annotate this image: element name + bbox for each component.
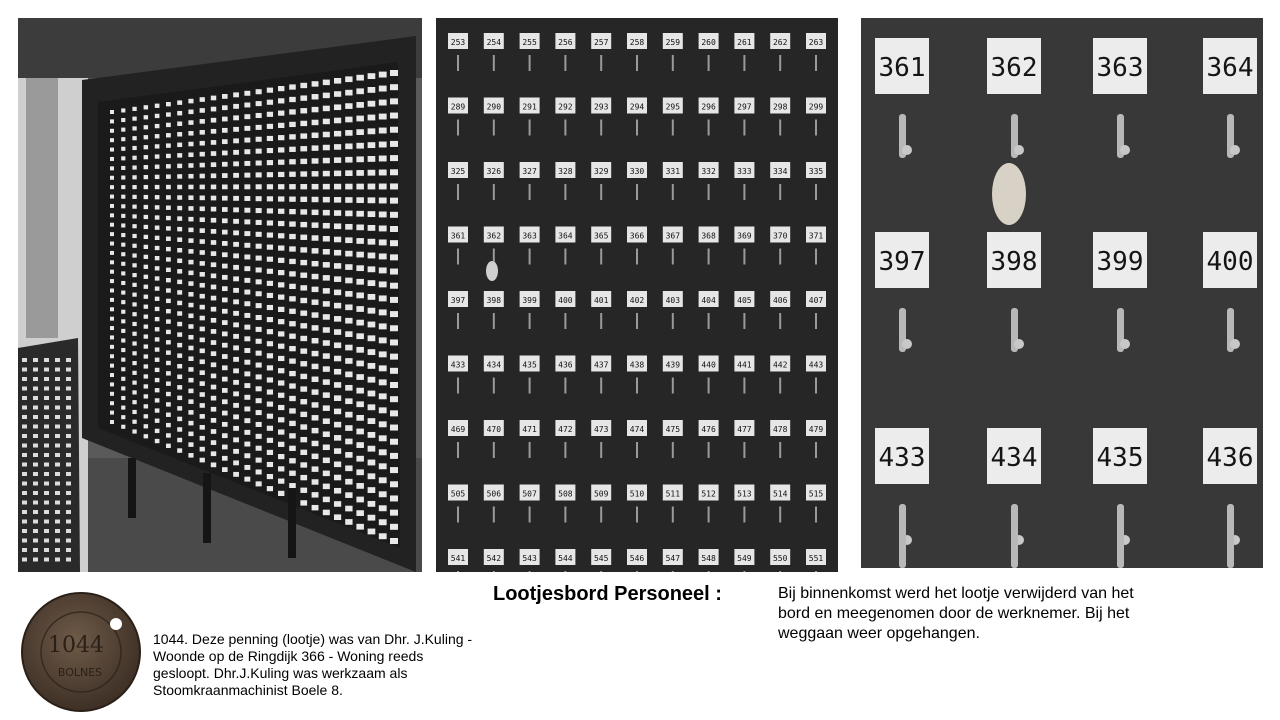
svg-text:330: 330	[629, 167, 645, 176]
svg-text:291: 291	[522, 102, 537, 112]
svg-text:296: 296	[701, 102, 716, 112]
svg-text:256: 256	[558, 38, 573, 47]
svg-text:404: 404	[701, 296, 716, 305]
svg-text:258: 258	[629, 38, 645, 47]
svg-text:515: 515	[808, 489, 824, 499]
caption-title: Lootjesbord Personeel :	[493, 583, 722, 605]
svg-text:476: 476	[701, 425, 716, 434]
svg-text:435: 435	[522, 360, 537, 370]
svg-text:508: 508	[558, 489, 573, 499]
board-wall-photo	[18, 18, 422, 572]
svg-text:398: 398	[486, 296, 502, 305]
board-detail-photo	[861, 18, 1263, 568]
svg-text:436: 436	[558, 360, 573, 370]
hanging-token	[486, 261, 498, 281]
svg-text:403: 403	[665, 296, 681, 305]
svg-text:441: 441	[737, 360, 752, 370]
svg-text:261: 261	[737, 38, 752, 47]
svg-text:259: 259	[665, 38, 681, 47]
svg-text:293: 293	[593, 102, 609, 112]
svg-text:398: 398	[990, 247, 1038, 277]
svg-text:255: 255	[522, 38, 537, 47]
svg-text:335: 335	[808, 167, 824, 176]
svg-text:289: 289	[450, 102, 466, 112]
svg-text:479: 479	[808, 425, 824, 434]
svg-text:405: 405	[737, 296, 752, 305]
svg-text:475: 475	[665, 425, 681, 434]
svg-text:329: 329	[593, 167, 609, 176]
svg-text:400: 400	[1206, 247, 1254, 277]
svg-text:469: 469	[450, 425, 466, 434]
svg-text:472: 472	[558, 425, 573, 434]
svg-text:332: 332	[701, 167, 716, 176]
svg-text:399: 399	[1096, 247, 1144, 277]
hook	[899, 518, 906, 568]
hanging-token	[992, 163, 1026, 225]
svg-text:434: 434	[486, 360, 502, 370]
svg-text:474: 474	[629, 425, 645, 434]
svg-text:370: 370	[772, 231, 788, 241]
svg-text:362: 362	[486, 231, 502, 241]
svg-text:328: 328	[558, 167, 573, 176]
svg-text:294: 294	[629, 102, 645, 112]
svg-text:262: 262	[772, 38, 788, 47]
svg-text:433: 433	[450, 360, 466, 370]
svg-text:435: 435	[1096, 443, 1144, 473]
coin-description: 1044. Deze penning (lootje) was van Dhr. J.Kuling - Woonde op de Ringdijk 366 - Woning reeds gesloopt. Dhr.J.Kuling was werkzaam als Stoomkraanmachinist Boele 8.	[153, 631, 473, 698]
svg-text:364: 364	[1206, 53, 1254, 83]
svg-text:290: 290	[486, 102, 502, 112]
svg-text:542: 542	[486, 554, 502, 563]
svg-text:397: 397	[450, 296, 466, 305]
svg-text:369: 369	[737, 231, 752, 241]
svg-text:253: 253	[450, 38, 466, 47]
svg-text:402: 402	[629, 296, 645, 305]
svg-text:437: 437	[593, 360, 609, 370]
svg-text:545: 545	[593, 554, 609, 563]
svg-text:546: 546	[629, 554, 645, 563]
svg-text:363: 363	[522, 231, 537, 241]
svg-text:334: 334	[772, 167, 788, 176]
svg-text:361: 361	[450, 231, 466, 241]
svg-text:361: 361	[878, 53, 926, 83]
svg-text:366: 366	[629, 231, 645, 241]
svg-text:477: 477	[737, 425, 752, 434]
svg-text:367: 367	[665, 231, 681, 241]
svg-text:299: 299	[808, 102, 824, 112]
svg-text:478: 478	[772, 425, 788, 434]
coin-lettering: BOLNES	[57, 666, 103, 679]
svg-text:543: 543	[522, 554, 537, 563]
svg-text:368: 368	[701, 231, 716, 241]
svg-text:365: 365	[593, 231, 609, 241]
caption-text: Bij binnenkomst werd het lootje verwijderd van het bord en meegenomen door de werknemer. Bij het weggaan weer opgehangen.	[778, 585, 1134, 642]
svg-text:260: 260	[701, 38, 716, 47]
svg-text:400: 400	[558, 296, 573, 305]
svg-text:406: 406	[772, 296, 788, 305]
svg-text:362: 362	[990, 53, 1038, 83]
svg-text:434: 434	[990, 443, 1038, 473]
svg-text:550: 550	[772, 554, 788, 563]
svg-text:507: 507	[522, 489, 537, 499]
svg-text:511: 511	[665, 489, 681, 499]
board-front-photo	[436, 18, 838, 572]
svg-text:263: 263	[808, 38, 824, 47]
svg-text:514: 514	[772, 489, 788, 499]
coin-image	[20, 590, 142, 714]
svg-text:442: 442	[772, 360, 788, 370]
svg-text:436: 436	[1206, 443, 1254, 473]
board-detail-illustration	[861, 18, 1263, 568]
svg-text:292: 292	[558, 102, 573, 112]
svg-text:470: 470	[486, 425, 502, 434]
hook	[1117, 518, 1124, 568]
svg-text:513: 513	[737, 489, 752, 499]
svg-text:509: 509	[593, 489, 609, 499]
svg-text:551: 551	[808, 554, 824, 563]
svg-text:471: 471	[522, 425, 537, 434]
svg-text:364: 364	[558, 231, 573, 241]
svg-text:295: 295	[665, 102, 681, 112]
svg-text:363: 363	[1096, 53, 1144, 83]
svg-text:443: 443	[808, 360, 824, 370]
svg-text:331: 331	[665, 167, 681, 176]
svg-text:327: 327	[522, 167, 537, 176]
svg-text:512: 512	[701, 489, 716, 499]
svg-text:254: 254	[486, 38, 502, 47]
svg-text:325: 325	[450, 167, 466, 176]
svg-text:333: 333	[737, 167, 752, 176]
coin-hole	[110, 618, 122, 630]
svg-text:541: 541	[450, 554, 466, 563]
svg-text:297: 297	[737, 102, 752, 112]
coin-number: 1044	[48, 633, 104, 658]
svg-text:440: 440	[701, 360, 716, 370]
board-wall-illustration	[18, 18, 422, 572]
svg-text:257: 257	[593, 38, 609, 47]
svg-text:326: 326	[486, 167, 502, 176]
svg-text:433: 433	[878, 443, 926, 473]
svg-text:505: 505	[450, 489, 466, 499]
svg-text:547: 547	[665, 554, 681, 563]
svg-text:298: 298	[772, 102, 788, 112]
svg-text:548: 548	[701, 554, 716, 563]
svg-text:549: 549	[737, 554, 752, 563]
svg-text:397: 397	[878, 247, 926, 277]
svg-text:473: 473	[593, 425, 609, 434]
hook	[1011, 518, 1018, 568]
svg-text:506: 506	[486, 489, 502, 499]
hook	[1227, 518, 1234, 568]
svg-text:510: 510	[629, 489, 645, 499]
svg-text:401: 401	[593, 296, 609, 305]
board-front-illustration	[436, 18, 838, 572]
svg-text:399: 399	[522, 296, 537, 305]
svg-text:407: 407	[808, 296, 824, 305]
svg-text:371: 371	[808, 231, 824, 241]
svg-text:438: 438	[629, 360, 645, 370]
svg-text:544: 544	[558, 554, 573, 563]
svg-text:439: 439	[665, 360, 681, 370]
